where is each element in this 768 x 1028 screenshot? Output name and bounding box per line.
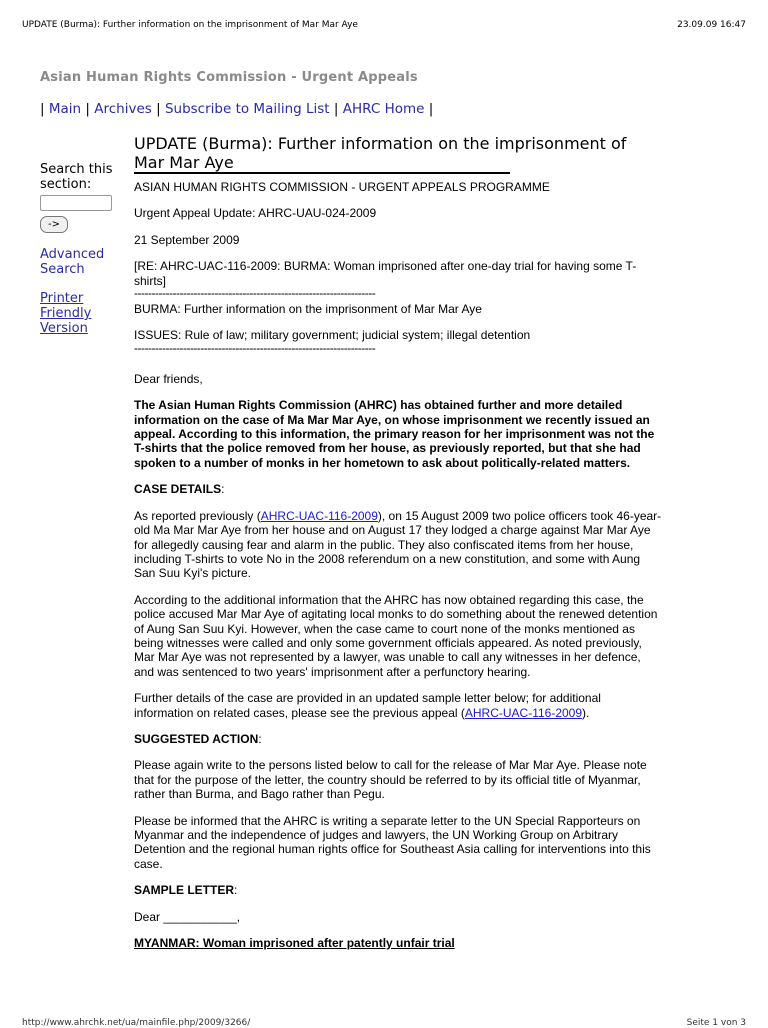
nav-link-subscribe[interactable]: Subscribe to Mailing List [164,101,330,117]
text-run: As reported previously ( [134,508,261,523]
text-run: ). [582,705,590,720]
intro-paragraph: The Asian Human Rights Commission (AHRC) has obtained further and more detailed information on the case of Ma Mar Mar Aye, on whose imprisonment we recently issued an appeal. According to this information, the primary reason for her imprisonment was not the T-shirts that the police removed from her house, as previously reported, but that she had spoken to a number of monks in her hometown to ask about politically-related matters. [134,398,655,470]
appeal-id: Urgent Appeal Update: AHRC-UAU-024-2009 [134,206,377,221]
previous-appeal-link[interactable]: AHRC-UAC-116-2009 [464,705,583,720]
suggested-paragraph-2: Please be informed that the AHRC is writing a separate letter to the UN Special Rapporteurs on Myanmar and the independence of judges and lawyers, the UN Working Group on Arbitrary Detention and the regional human rights office for Southeast Asia calling for interventions into this case. [134,813,651,871]
sidebar [40,162,124,336]
subject-line: BURMA: Further information on the imprisonment of Mar Mar Aye [134,302,482,317]
previous-appeal-link[interactable]: AHRC-UAC-116-2009 [260,508,378,523]
site-title: Asian Human Rights Commission - Urgent Appeals [40,70,418,85]
top-navigation [40,101,433,117]
heading-colon: : [258,731,262,746]
case-paragraph-1 [134,509,662,581]
heading-colon: : [234,883,238,898]
print-footer-url: http://www.ahrchk.net/ua/mainfile.php/2009/3266/ [22,1018,251,1028]
nav-separator: | [40,101,45,117]
print-header-title: UPDATE (Burma): Further information on the imprisonment of Mar Mar Aye [22,20,358,30]
text-run: Further details of the case are provided in an updated sample letter below; for additional information on related cases, please see the previous appeal ( [134,691,601,720]
text-run: ), on 15 August 2009 two police officers took 46-year-old Ma Mar Mar Aye from her house and on August 17 they lodged a charge against Mar Mar Aye for allegedly causing fear and alarm in the public. They also confiscated items from her house, including T-shirts to vote No in the 2008 referendum on a new constitution, and some with Aung San Suu Kyi's picture. [134,508,662,581]
title-underline [134,172,510,174]
advanced-search-link[interactable]: Advanced Search [40,247,105,277]
dashed-separator: --------------------------------------------------------------------- [134,288,376,299]
re-line: [RE: AHRC-UAC-116-2009: BURMA: Woman imprisoned after one-day trial for having some T-shirts] [134,259,637,288]
greeting: Dear friends, [134,371,203,386]
dashed-separator: --------------------------------------------------------------------- [134,342,376,353]
appeal-date: 21 September 2009 [134,232,240,247]
nav-separator: | [428,101,434,117]
article [134,134,662,962]
suggested-paragraph-1: Please again write to the persons listed below to call for the release of Mar Mar Aye. Please note that for the purpose of the letter, the country should be referred to by its official title of Myanmar, rather than Burma, and Bago rather than Pegu. [134,758,647,802]
search-input[interactable] [40,195,112,211]
case-paragraph-3 [134,691,662,720]
printer-friendly-link[interactable]: Printer Friendly Version [40,291,92,336]
nav-separator: | [85,101,90,117]
heading-text: SUGGESTED ACTION [134,731,259,746]
nav-separator: | [156,101,161,117]
print-footer [22,1018,746,1028]
nav-link-main[interactable]: Main [48,101,82,117]
letter-heading: MYANMAR: Woman imprisoned after patently unfair trial [134,936,455,951]
nav-link-ahrc-home[interactable]: AHRC Home [342,101,425,117]
letter-salutation: Dear ___________, [134,909,241,924]
nav-separator: | [333,101,339,117]
suggested-action-heading [134,732,662,746]
heading-text: CASE DETAILS [134,482,222,497]
case-paragraph-2: According to the additional information that the AHRC has now obtained regarding this case, the police accused Mar Mar Aye of agitating local monks to do something about the renewed detention of Aung San Suu Kyi. However, when the case came to court none of the monks mentioned as being witnesses were called and only some government officials appeared. As noted previously, Mar Mar Aye was not represented by a lawyer, was unable to call any witnesses in her defence, and was sentenced to two years' imprisonment after a perfunctory hearing. [134,592,658,679]
heading-text: SAMPLE LETTER [134,883,235,898]
nav-link-archives[interactable]: Archives [94,101,152,117]
sample-letter-heading [134,883,662,897]
issues-line: ISSUES: Rule of law; military government; judicial system; illegal detention [134,328,531,343]
programme-line: ASIAN HUMAN RIGHTS COMMISSION - URGENT APPEALS PROGRAMME [134,180,550,194]
print-header-datetime: 23.09.09 16:47 [677,20,746,30]
print-footer-page: Seite 1 von 3 [686,1018,746,1028]
search-submit-button[interactable]: -> [40,216,68,233]
search-label: Search this section: [40,162,113,192]
article-title: UPDATE (Burma): Further information on the imprisonment of Mar Mar Aye [134,134,627,172]
case-details-heading [134,482,662,496]
heading-colon: : [221,482,225,497]
print-header [22,20,746,30]
